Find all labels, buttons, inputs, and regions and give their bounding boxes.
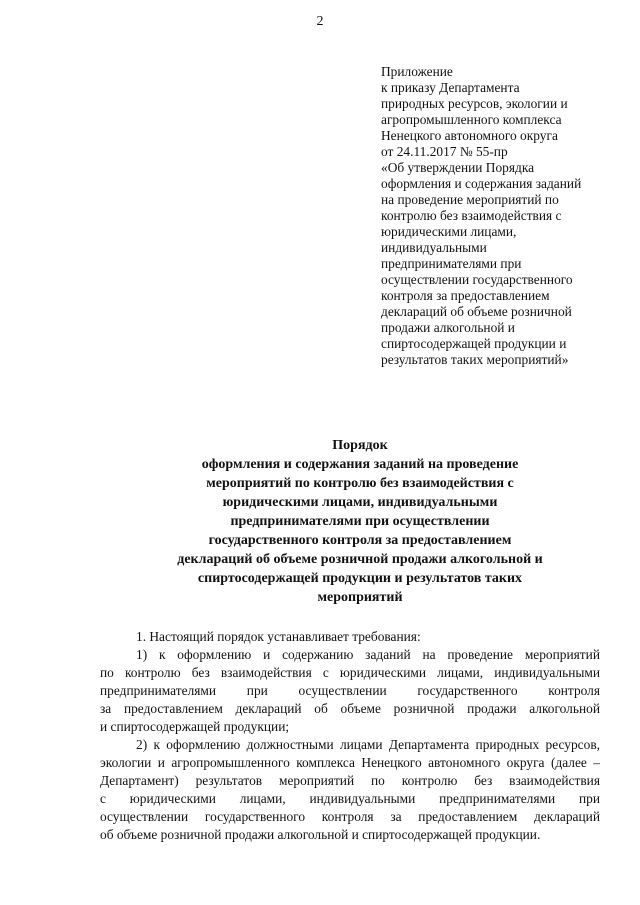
title-line: деклараций об объеме розничной продажи алкогольной и bbox=[177, 552, 543, 567]
appendix-line: спиртосодержащей продукции и bbox=[381, 336, 567, 351]
appendix-line: осуществлении государственного bbox=[381, 272, 573, 287]
appendix-line: индивидуальными bbox=[381, 240, 487, 255]
body-line: 2) к оформлению должностными лицами Департамента природных ресурсов, bbox=[136, 737, 600, 752]
body-line: осуществлении государственного контроля за предоставлением деклараций bbox=[100, 809, 600, 824]
appendix-line: юридическими лицами, bbox=[381, 224, 517, 239]
body-line: экологии и агропромышленного комплекса Ненецкого автономного округа (далее – bbox=[100, 755, 600, 770]
appendix-line: контролю без взаимодействия с bbox=[381, 208, 562, 223]
appendix-line: агропромышленного комплекса bbox=[381, 112, 562, 127]
title-line: оформления и содержания заданий на проведение bbox=[201, 457, 519, 472]
title-line: мероприятий bbox=[317, 590, 403, 605]
body-line: Департамент) результатов мероприятий по контролю без взаимодействия bbox=[100, 773, 600, 788]
appendix-line: Ненецкого автономного округа bbox=[381, 128, 558, 143]
appendix-line: к приказу Департамента bbox=[381, 80, 520, 95]
appendix-header bbox=[381, 64, 601, 368]
body-line: предпринимателями при осуществлении государственного контроля bbox=[100, 683, 600, 698]
appendix-line: Приложение bbox=[381, 64, 453, 79]
page-number: 2 bbox=[316, 14, 324, 29]
body-line: и спиртосодержащей продукции; bbox=[100, 719, 290, 734]
appendix-line: деклараций об объеме розничной bbox=[381, 304, 572, 319]
body-line: об объеме розничной продажи алкогольной и спиртосодержащей продукции. bbox=[100, 827, 541, 842]
body-line: 1. Настоящий порядок устанавливает требования: bbox=[136, 629, 421, 644]
appendix-line: «Об утверждении Порядка bbox=[381, 160, 535, 175]
title-line: спиртосодержащей продукции и результатов таких bbox=[197, 571, 523, 586]
appendix-line: природных ресурсов, экологии и bbox=[381, 96, 568, 111]
body-line: 1) к оформлению и содержанию заданий на проведение мероприятий bbox=[136, 647, 600, 662]
appendix-line: результатов таких мероприятий» bbox=[381, 352, 569, 367]
document-body bbox=[100, 628, 600, 844]
title-line: государственного контроля за предоставлением bbox=[208, 533, 512, 548]
body-line: за предоставлением деклараций об объеме розничной продажи алкогольной bbox=[100, 701, 600, 716]
appendix-line: контроля за предоставлением bbox=[381, 288, 550, 303]
title-line: Порядок bbox=[332, 438, 388, 453]
body-line: с юридическими лицами, индивидуальными предпринимателями при bbox=[100, 791, 600, 806]
appendix-line: продажи алкогольной и bbox=[381, 320, 515, 335]
title-line: мероприятий по контролю без взаимодействия с bbox=[206, 476, 514, 491]
body-line: по контролю без взаимодействия с юридическими лицами, индивидуальными bbox=[100, 665, 600, 680]
title-line: юридическими лицами, индивидуальными bbox=[222, 495, 498, 510]
appendix-line: от 24.11.2017 № 55-пр bbox=[381, 144, 508, 159]
appendix-line: на проведение мероприятий по bbox=[381, 192, 559, 207]
title-line: предпринимателями при осуществлении bbox=[230, 514, 490, 529]
appendix-line: предпринимателями при bbox=[381, 256, 522, 271]
appendix-line: оформления и содержания заданий bbox=[381, 176, 582, 191]
document-title bbox=[100, 436, 620, 607]
